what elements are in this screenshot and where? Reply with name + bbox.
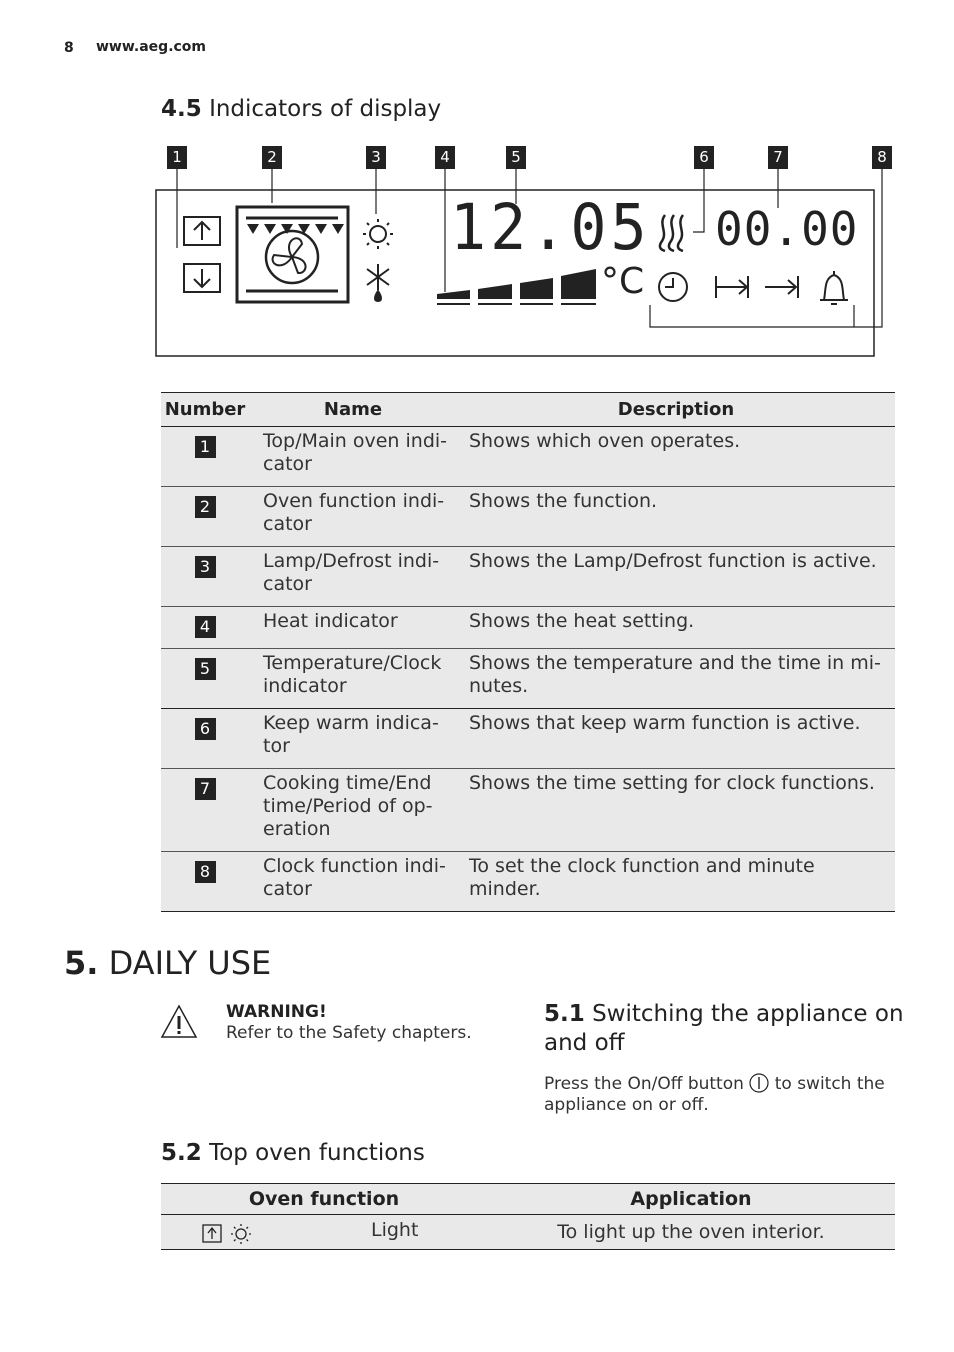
callout-8: 8 [872, 146, 892, 169]
bell-icon [820, 271, 848, 304]
table-row [161, 769, 895, 852]
row-name: Heat indicator [249, 607, 457, 649]
paragraph-text: Press the On/Off button [544, 1074, 744, 1094]
callout-2: 2 [262, 146, 282, 169]
section-number: 4.5 [161, 96, 202, 122]
row-number-badge: 7 [195, 778, 216, 800]
row-number-badge: 4 [195, 616, 216, 638]
temperature-clock-readout: 12.05 [450, 191, 651, 265]
indicators-table [161, 392, 895, 912]
chapter-title: DAILY USE [108, 944, 272, 982]
col-header-application: Application [487, 1184, 895, 1215]
row-description: Shows that keep warm function is active. [457, 709, 895, 769]
row-description: Shows the time setting for clock functions. [457, 769, 895, 852]
section-title: Indicators of display [209, 96, 442, 122]
down-arrow-icon [184, 264, 220, 292]
table-row [161, 547, 895, 607]
table-row [161, 852, 895, 912]
row-description: Shows the function. [457, 487, 895, 547]
website-url: www.aeg.com [96, 39, 207, 55]
table-row [161, 427, 895, 487]
row-description: Shows the heat setting. [457, 607, 895, 649]
section-title-continued: and off [544, 1030, 625, 1056]
warning-text: Refer to the Safety chapters. [226, 1023, 472, 1043]
paragraph-text: to switch the [774, 1074, 885, 1094]
heat-level-bars [437, 269, 596, 305]
row-name: Keep warm indica- tor [249, 709, 457, 769]
chapter-heading [64, 944, 271, 982]
section-title: Switching the appliance on [592, 1001, 904, 1027]
clock-readout: 00.00 [715, 202, 859, 256]
row-number-badge: 8 [195, 861, 216, 883]
chapter-number: 5. [64, 944, 99, 982]
oven-fan-icon [237, 207, 348, 302]
callout-3: 3 [366, 146, 386, 169]
table-row [161, 1215, 895, 1250]
row-number-badge: 3 [195, 556, 216, 578]
col-header-name: Name [249, 393, 457, 427]
table-row [161, 709, 895, 769]
warning-icon [160, 1004, 198, 1040]
row-description: Shows the temperature and the time in mi- nutes. [457, 649, 895, 709]
celsius-unit: °C [601, 261, 645, 302]
oven-function-name: Light [371, 1219, 419, 1241]
row-name: Oven function indi- cator [249, 487, 457, 547]
application-text: To light up the oven interior. [487, 1215, 895, 1250]
callout-5: 5 [506, 146, 526, 169]
page-number: 8 [64, 40, 74, 56]
up-arrow-icon [184, 217, 220, 245]
section-heading-4-5 [161, 96, 441, 122]
callout-6: 6 [694, 146, 714, 169]
row-description: To set the clock function and minute minder. [457, 852, 895, 912]
row-description: Shows the Lamp/Defrost function is active. [457, 547, 895, 607]
section-title: Top oven functions [209, 1140, 425, 1166]
col-header-oven-function: Oven function [161, 1184, 487, 1215]
lamp-icon [363, 219, 393, 249]
row-description: Shows which oven operates. [457, 427, 895, 487]
table-row [161, 487, 895, 547]
end-time-icon [716, 276, 748, 298]
callout-1: 1 [167, 146, 187, 169]
switch-on-paragraph [544, 1073, 904, 1116]
row-number-badge: 2 [195, 496, 216, 518]
defrost-icon [367, 264, 389, 301]
callout-7: 7 [768, 146, 788, 169]
row-number-badge: 5 [195, 658, 216, 680]
row-name: Clock function indi- cator [249, 852, 457, 912]
paragraph-text: appliance on or off. [544, 1095, 709, 1115]
table-row [161, 607, 895, 649]
top-oven-functions-table [161, 1183, 895, 1250]
top-light-icon [201, 1221, 257, 1245]
section-heading-5-2 [161, 1140, 425, 1166]
row-number-badge: 1 [195, 436, 216, 458]
row-name: Lamp/Defrost indi- cator [249, 547, 457, 607]
callout-4: 4 [435, 146, 455, 169]
row-name: Temperature/Clock indicator [249, 649, 457, 709]
table-row [161, 649, 895, 709]
duration-icon [765, 276, 798, 298]
table-header-row [161, 393, 895, 427]
section-number: 5.2 [161, 1140, 202, 1166]
col-header-number: Number [161, 393, 249, 427]
row-number-badge: 6 [195, 718, 216, 740]
section-heading-5-1 [544, 1000, 904, 1058]
col-header-description: Description [457, 393, 895, 427]
keep-warm-icon [660, 215, 683, 251]
row-name: Cooking time/End time/Period of op- eration [249, 769, 457, 852]
clock-icon [659, 273, 687, 301]
table-header-row [161, 1184, 895, 1215]
row-name: Top/Main oven indi- cator [249, 427, 457, 487]
display-diagram [150, 140, 910, 365]
power-button-icon [749, 1073, 769, 1093]
warning-title: WARNING! [226, 1002, 327, 1022]
section-number: 5.1 [544, 1001, 585, 1027]
